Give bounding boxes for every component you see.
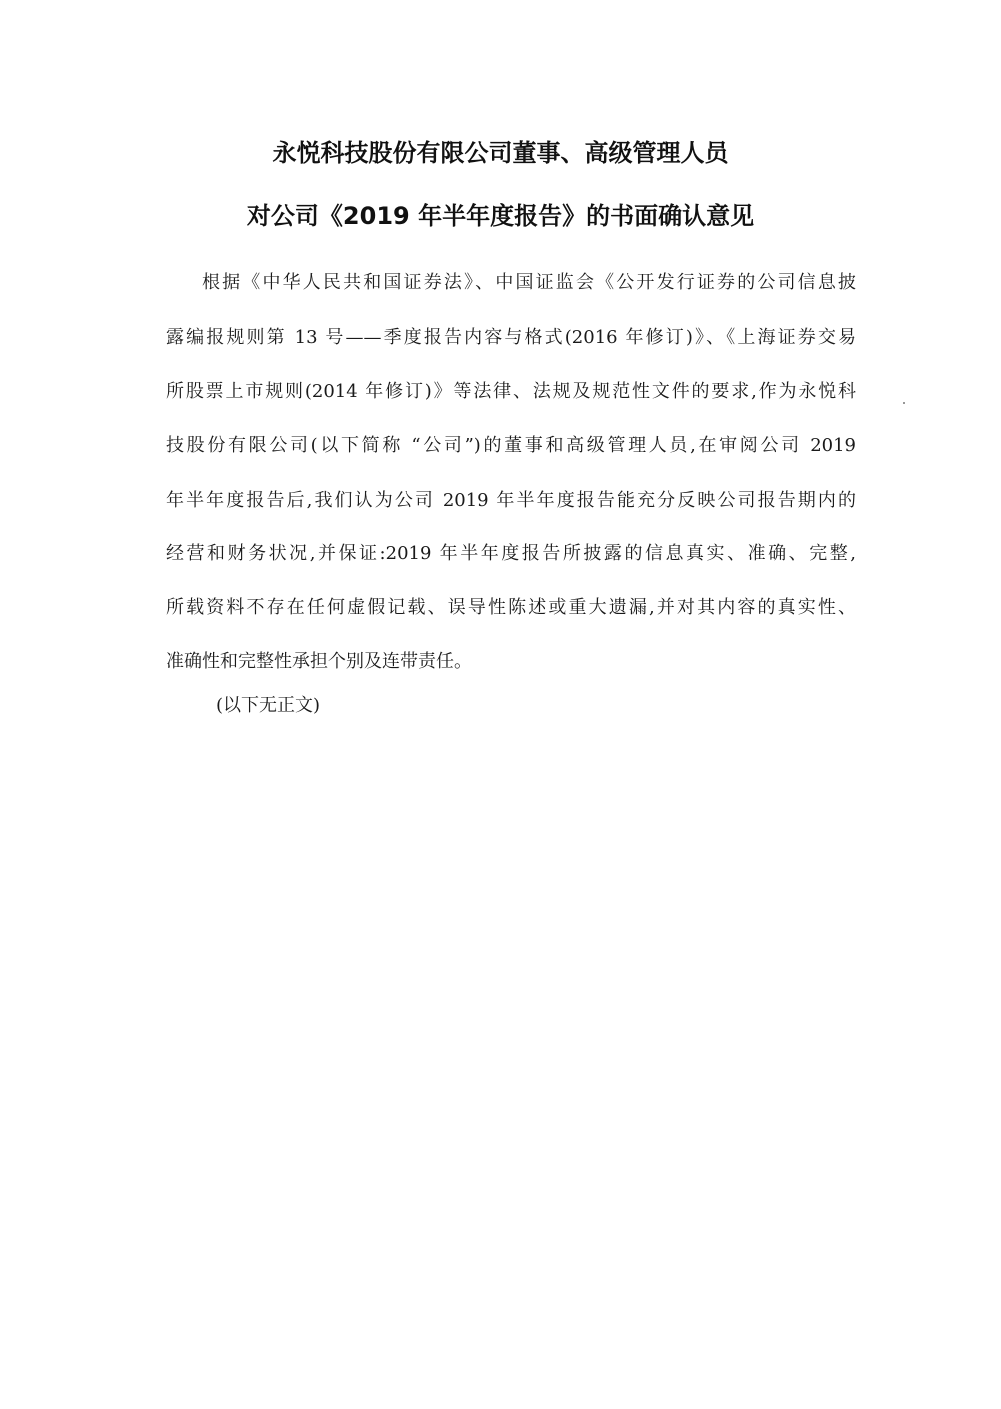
document-title-line-2: 对公司《2019 年半年度报告》的书面确认意见: [246, 202, 755, 230]
body-text-line: 所载资料不存在任何虚假记载、误导性陈述或重大遗漏,并对其内容的真实性、: [166, 597, 856, 618]
body-text-line: 年半年度报告后,我们认为公司 2019 年半年度报告能充分反映公司报告期内的: [166, 490, 856, 511]
body-text-line: 经营和财务状况,并保证:2019 年半年度报告所披露的信息真实、准确、完整,: [166, 543, 856, 564]
body-text-line: 露编报规则第 13 号——季度报告内容与格式(2016 年修订)》、《上海证券交易: [166, 327, 856, 348]
body-text-line: 所股票上市规则(2014 年修订)》等法律、法规及规范性文件的要求,作为永悦科: [166, 381, 856, 402]
body-text-line: 根据《中华人民共和国证券法》、中国证监会《公开发行证券的公司信息披: [202, 272, 856, 293]
scan-speck: [903, 402, 905, 404]
body-text-line: 准确性和完整性承担个别及连带责任。: [166, 651, 472, 672]
document-title-line-1: 永悦科技股份有限公司董事、高级管理人员: [272, 139, 729, 167]
body-text-line: 技股份有限公司(以下简称 “公司”)的董事和高级管理人员,在审阅公司 2019: [166, 435, 856, 456]
no-further-text-note: (以下无正文): [216, 695, 321, 716]
